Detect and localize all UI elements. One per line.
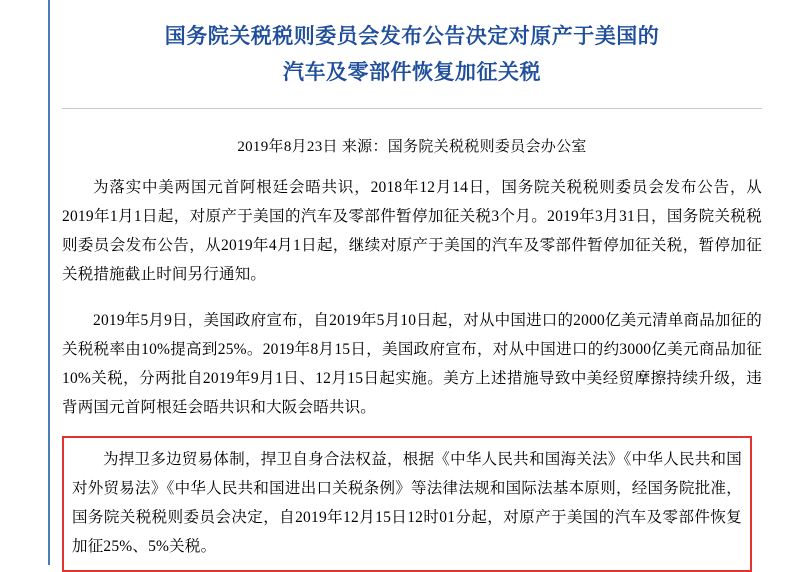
- body-paragraph-1: 为落实中美两国元首阿根廷会晤共识，2018年12月14日，国务院关税税则委员会发布公告，从2019年1月1日起，对原产于美国的汽车及零部件暂停加征关税3个月。2019年3月31日，国务院关税税则委员会发布公告，从2019年4月1日起，继续对原产于美国的汽车及零部件暂停加征关税，暂停加征关税措施截止时间另行通知。: [62, 179, 762, 283]
- left-accent-rule: [48, 0, 50, 565]
- body-paragraph-3: 为捍卫多边贸易体制，捍卫自身合法权益，根据《中华人民共和国海关法》《中华人民共和国对外贸易法》《中华人民共和国进出口关税条例》等法律法规和国际法基本原则，经国务院批准，国务院关税税则委员会决定，自2019年12月15日12时01分起，对原产于美国的汽车及零部件恢复加征25%、5%关税。: [72, 451, 742, 555]
- highlighted-paragraph-box: [62, 436, 752, 572]
- page-title-line-1: 国务院关税税则委员会发布公告决定对原产于美国的: [164, 24, 660, 48]
- body-paragraph-2: 2019年5月9日，美国政府宣布，自2019年5月10日起，对从中国进口的2000亿美元清单商品加征的关税税率由10%提高到25%。2019年8月15日，美国政府宣布，对从中国进口的约3000亿美元商品加征10%关税，分两批自2019年9月1日、12月15日起实施。美方上述措施导致中美经贸摩擦持续升级，违背两国元首阿根廷会晤共识和大阪会晤共识。: [62, 312, 762, 416]
- document-content: [62, 0, 762, 572]
- page-title-line-2: 汽车及零部件恢复加征关税: [283, 60, 541, 84]
- title-divider: [62, 108, 762, 109]
- document-meta: 2019年8月23日 来源：国务院关税税则委员会办公室: [237, 139, 587, 155]
